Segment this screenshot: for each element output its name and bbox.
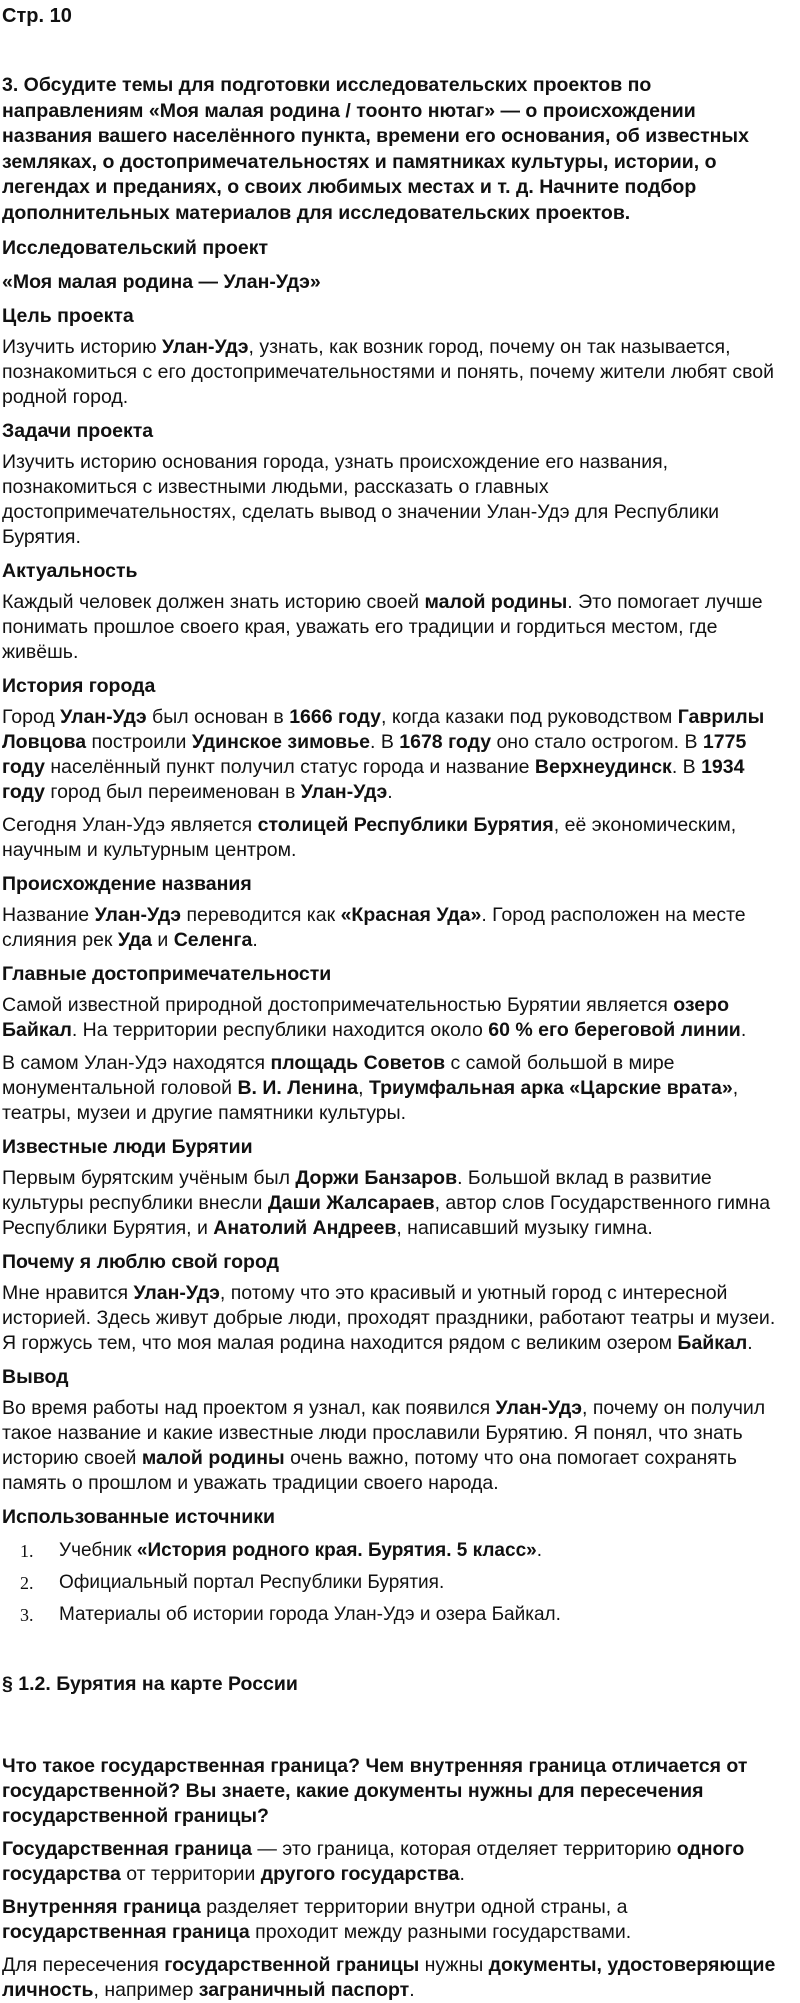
tasks-text: Изучить историю основания города, узнать происхождение его названия, познакомиться с известными людьми, рассказать о главных достопримечательностях, сделать вывод о значении Улан-Удэ для Республики Бурятия. (2, 450, 720, 548)
section-heading: § 1.2. Бурятия на карте России (2, 1672, 298, 1695)
origin-text: Название Улан-Удэ переводится как «Красная Уда». Город расположен на месте слияния рек Уда и Селенга. (2, 903, 746, 951)
relevance-heading: Актуальность (2, 559, 138, 582)
sources-heading: Использованные источники (2, 1505, 275, 1528)
sources-list (2, 1539, 788, 1627)
history-paragraph-2: Сегодня Улан-Удэ является столицей Республики Бурятия, её экономическим, научным и культурным центром. (2, 813, 737, 861)
list-item: 3. Материалы об истории города Улан-Удэ и озера Байкал. (20, 1603, 561, 1625)
answer-paragraph-3: Для пересечения государственной границы нужны документы, удостоверяющие личность, например заграничный паспорт. (2, 1953, 776, 2001)
sights-paragraph-1: Самой известной природной достопримечательностью Бурятии является озеро Байкал. На территории республики находится около 60 % его береговой линии. (2, 993, 747, 1041)
conclusion-heading: Вывод (2, 1365, 69, 1388)
history-paragraph-1: Город Улан-Удэ был основан в 1666 году, когда казаки под руководством Гаврилы Ловцова построили Удинское зимовье. В 1678 году оно стало острогом. В 1775 году населённый пункт получил статус города и название Верхнеудинск. В 1934 году город был переименован в Улан-Удэ. (2, 705, 765, 803)
people-heading: Известные люди Бурятии (2, 1135, 253, 1158)
project-title: «Моя малая родина — Улан-Удэ» (2, 270, 321, 293)
list-item: 1. Учебник «История родного края. Бурятия. 5 класс». (20, 1539, 542, 1561)
goal-heading: Цель проекта (2, 304, 134, 327)
project-label: Исследовательский проект (2, 236, 269, 259)
love-heading: Почему я люблю свой город (2, 1250, 279, 1273)
love-text: Мне нравится Улан-Удэ, потому что это красивый и уютный город с интересной историей. Здесь живут добрые люди, проходят праздники, работают театры и музеи. Я горжусь тем, что моя малая родина находится рядом с великим озером Байкал. (2, 1281, 776, 1354)
task-3-text: 3. Обсудите темы для подготовки исследовательских проектов по направлениям «Моя малая родина / тоонто нютаг» — о происхождении названия вашего населённого пункта, времени его основания, об известных земляках, о достопримечательностях и памятниках культуры, истории, о легендах и преданиях, о своих любимых местах и т. д. Начните подбор дополнительных материалов для исследовательских проектов. (2, 74, 749, 224)
answer-paragraph-1: Государственная граница — это граница, которая отделяет территорию одного государства от территории другого государства. (2, 1837, 745, 1885)
conclusion-text: Во время работы над проектом я узнал, как появился Улан-Удэ, почему он получил такое название и какие известные люди прославили Бурятию. Я понял, что знать историю своей малой родины очень важно, потому что она помогает сохранять память о прошлом и уважать традиции своего народа. (2, 1396, 766, 1494)
sights-heading: Главные достопримечательности (2, 962, 332, 985)
history-heading: История города (2, 674, 156, 697)
people-text: Первым бурятским учёным был Доржи Банзаров. Большой вклад в развитие культуры республики внесли Даши Жалсараев, автор слов Государственного гимна Республики Бурятия, и Анатолий Андреев, написавший музыку гимна. (2, 1166, 771, 1239)
sights-paragraph-2: В самом Улан-Удэ находятся площадь Советов с самой большой в мире монументальной головой В. И. Ленина, Триумфальная арка «Царские врата», театры, музеи и другие памятники культуры. (2, 1051, 739, 1124)
tasks-heading: Задачи проекта (2, 419, 154, 442)
relevance-text: Каждый человек должен знать историю своей малой родины. Это помогает лучше понимать прошлое своего края, уважать его традиции и гордиться местом, где живёшь. (2, 590, 763, 663)
origin-heading: Происхождение названия (2, 872, 252, 895)
goal-text: Изучить историю Улан-Удэ, узнать, как возник город, почему он так называется, познакомиться с его достопримечательностями и понять, почему жители любят свой родной город. (2, 335, 774, 408)
question-text: Что такое государственная граница? Чем внутренняя граница отличается от государственной? Вы знаете, какие документы нужны для пересечения государственной границы? (2, 1754, 748, 1827)
answer-paragraph-2: Внутренняя граница разделяет территории внутри одной страны, а государственная граница проходит между разными государствами. (2, 1895, 632, 1943)
page-number: Стр. 10 (2, 5, 72, 27)
list-item: 2. Официальный портал Республики Бурятия. (20, 1571, 445, 1593)
